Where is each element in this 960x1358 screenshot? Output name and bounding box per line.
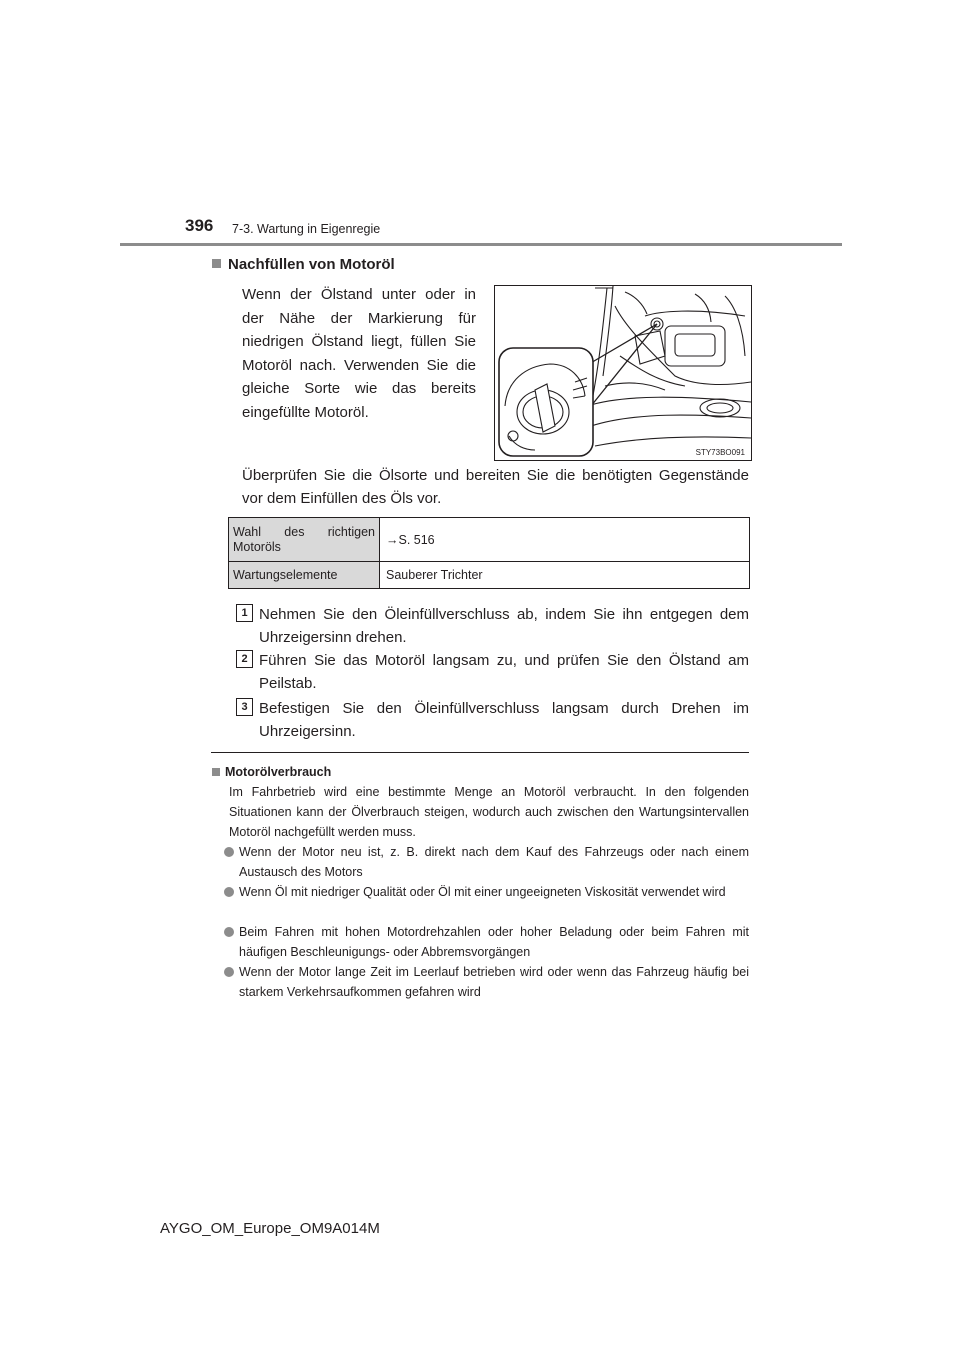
step-text-1: Nehmen Sie den Öleinfüllverschluss ab, indem Sie ihn entgegen dem Uhrzeigersinn drehen.	[259, 606, 749, 646]
info-table	[228, 517, 750, 589]
note-heading	[212, 765, 331, 779]
section-heading	[212, 256, 395, 273]
table-row	[229, 562, 750, 589]
table-label: Wartungselemente	[229, 562, 380, 589]
section-divider	[211, 752, 749, 753]
intro-paragraph: Wenn der Ölstand unter oder in der Nähe der Markierung für niedrigen Ölstand liegt, füllen Sie Motoröl nach. Verwenden Sie die gleiche Sorte wie das bereits eingefüllte Motoröl.	[242, 286, 476, 421]
step-number-2: 2	[236, 650, 253, 668]
step-text-2: Führen Sie das Motoröl langsam zu, und prüfen Sie den Ölstand am Peilstab.	[259, 652, 749, 692]
document-code: AYGO_OM_Europe_OM9A014M	[160, 1220, 380, 1237]
step-number-1: 1	[236, 604, 253, 622]
heading-text: Nachfüllen von Motoröl	[228, 256, 395, 273]
figure-code: STY73BO091	[695, 448, 745, 457]
table-value: Sauberer Trichter	[380, 562, 750, 589]
bullet-dot-icon	[224, 967, 234, 977]
note-title: Motorölverbrauch	[225, 765, 332, 779]
engine-bay-drawing	[495, 286, 751, 460]
list-item: Wenn der Motor neu ist, z. B. direkt nach dem Kauf des Fahrzeugs oder nach einem Austausch des Motors	[239, 845, 749, 879]
square-bullet-icon	[212, 259, 221, 268]
note-paragraph: Im Fahrbetrieb wird eine bestimmte Menge an Motoröl verbraucht. In den folgenden Situationen kann der Ölverbrauch steigen, wodurch auch zwischen den Wartungsintervallen Motoröl nachgefüllt werden muss.	[229, 785, 749, 839]
list-item: Wenn der Motor lange Zeit im Leerlauf betrieben wird oder wenn das Fahrzeug häufig bei starkem Verkehrsaufkommen gefahren wird	[239, 965, 749, 999]
table-value: →S. 516	[380, 518, 750, 562]
bullet-dot-icon	[224, 847, 234, 857]
bullet-dot-icon	[224, 927, 234, 937]
page-number: 396	[185, 216, 214, 235]
header-rule	[120, 243, 842, 246]
engine-oil-cap-illustration	[494, 285, 752, 461]
bullet-dot-icon	[224, 887, 234, 897]
section-title: 7-3. Wartung in Eigenregie	[232, 222, 381, 236]
table-label: Wahl des richtigen Motoröls	[229, 518, 380, 562]
square-bullet-icon	[212, 768, 220, 776]
table-row	[229, 518, 750, 562]
preparation-paragraph: Überprüfen Sie die Ölsorte und bereiten Sie die benötigten Gegenstände vor dem Einfüllen des Öls vor.	[242, 467, 749, 507]
step-text-3: Befestigen Sie den Öleinfüllverschluss langsam durch Drehen im Uhrzeigersinn.	[259, 700, 749, 740]
list-item: Beim Fahren mit hohen Motordrehzahlen oder hoher Beladung oder beim Fahren mit häufigen Beschleunigungs- oder Abbremsvorgängen	[239, 925, 749, 959]
step-number-3: 3	[236, 698, 253, 716]
list-item: Wenn Öl mit niedriger Qualität oder Öl mit einer ungeeigneten Viskosität verwendet wird	[239, 885, 726, 899]
